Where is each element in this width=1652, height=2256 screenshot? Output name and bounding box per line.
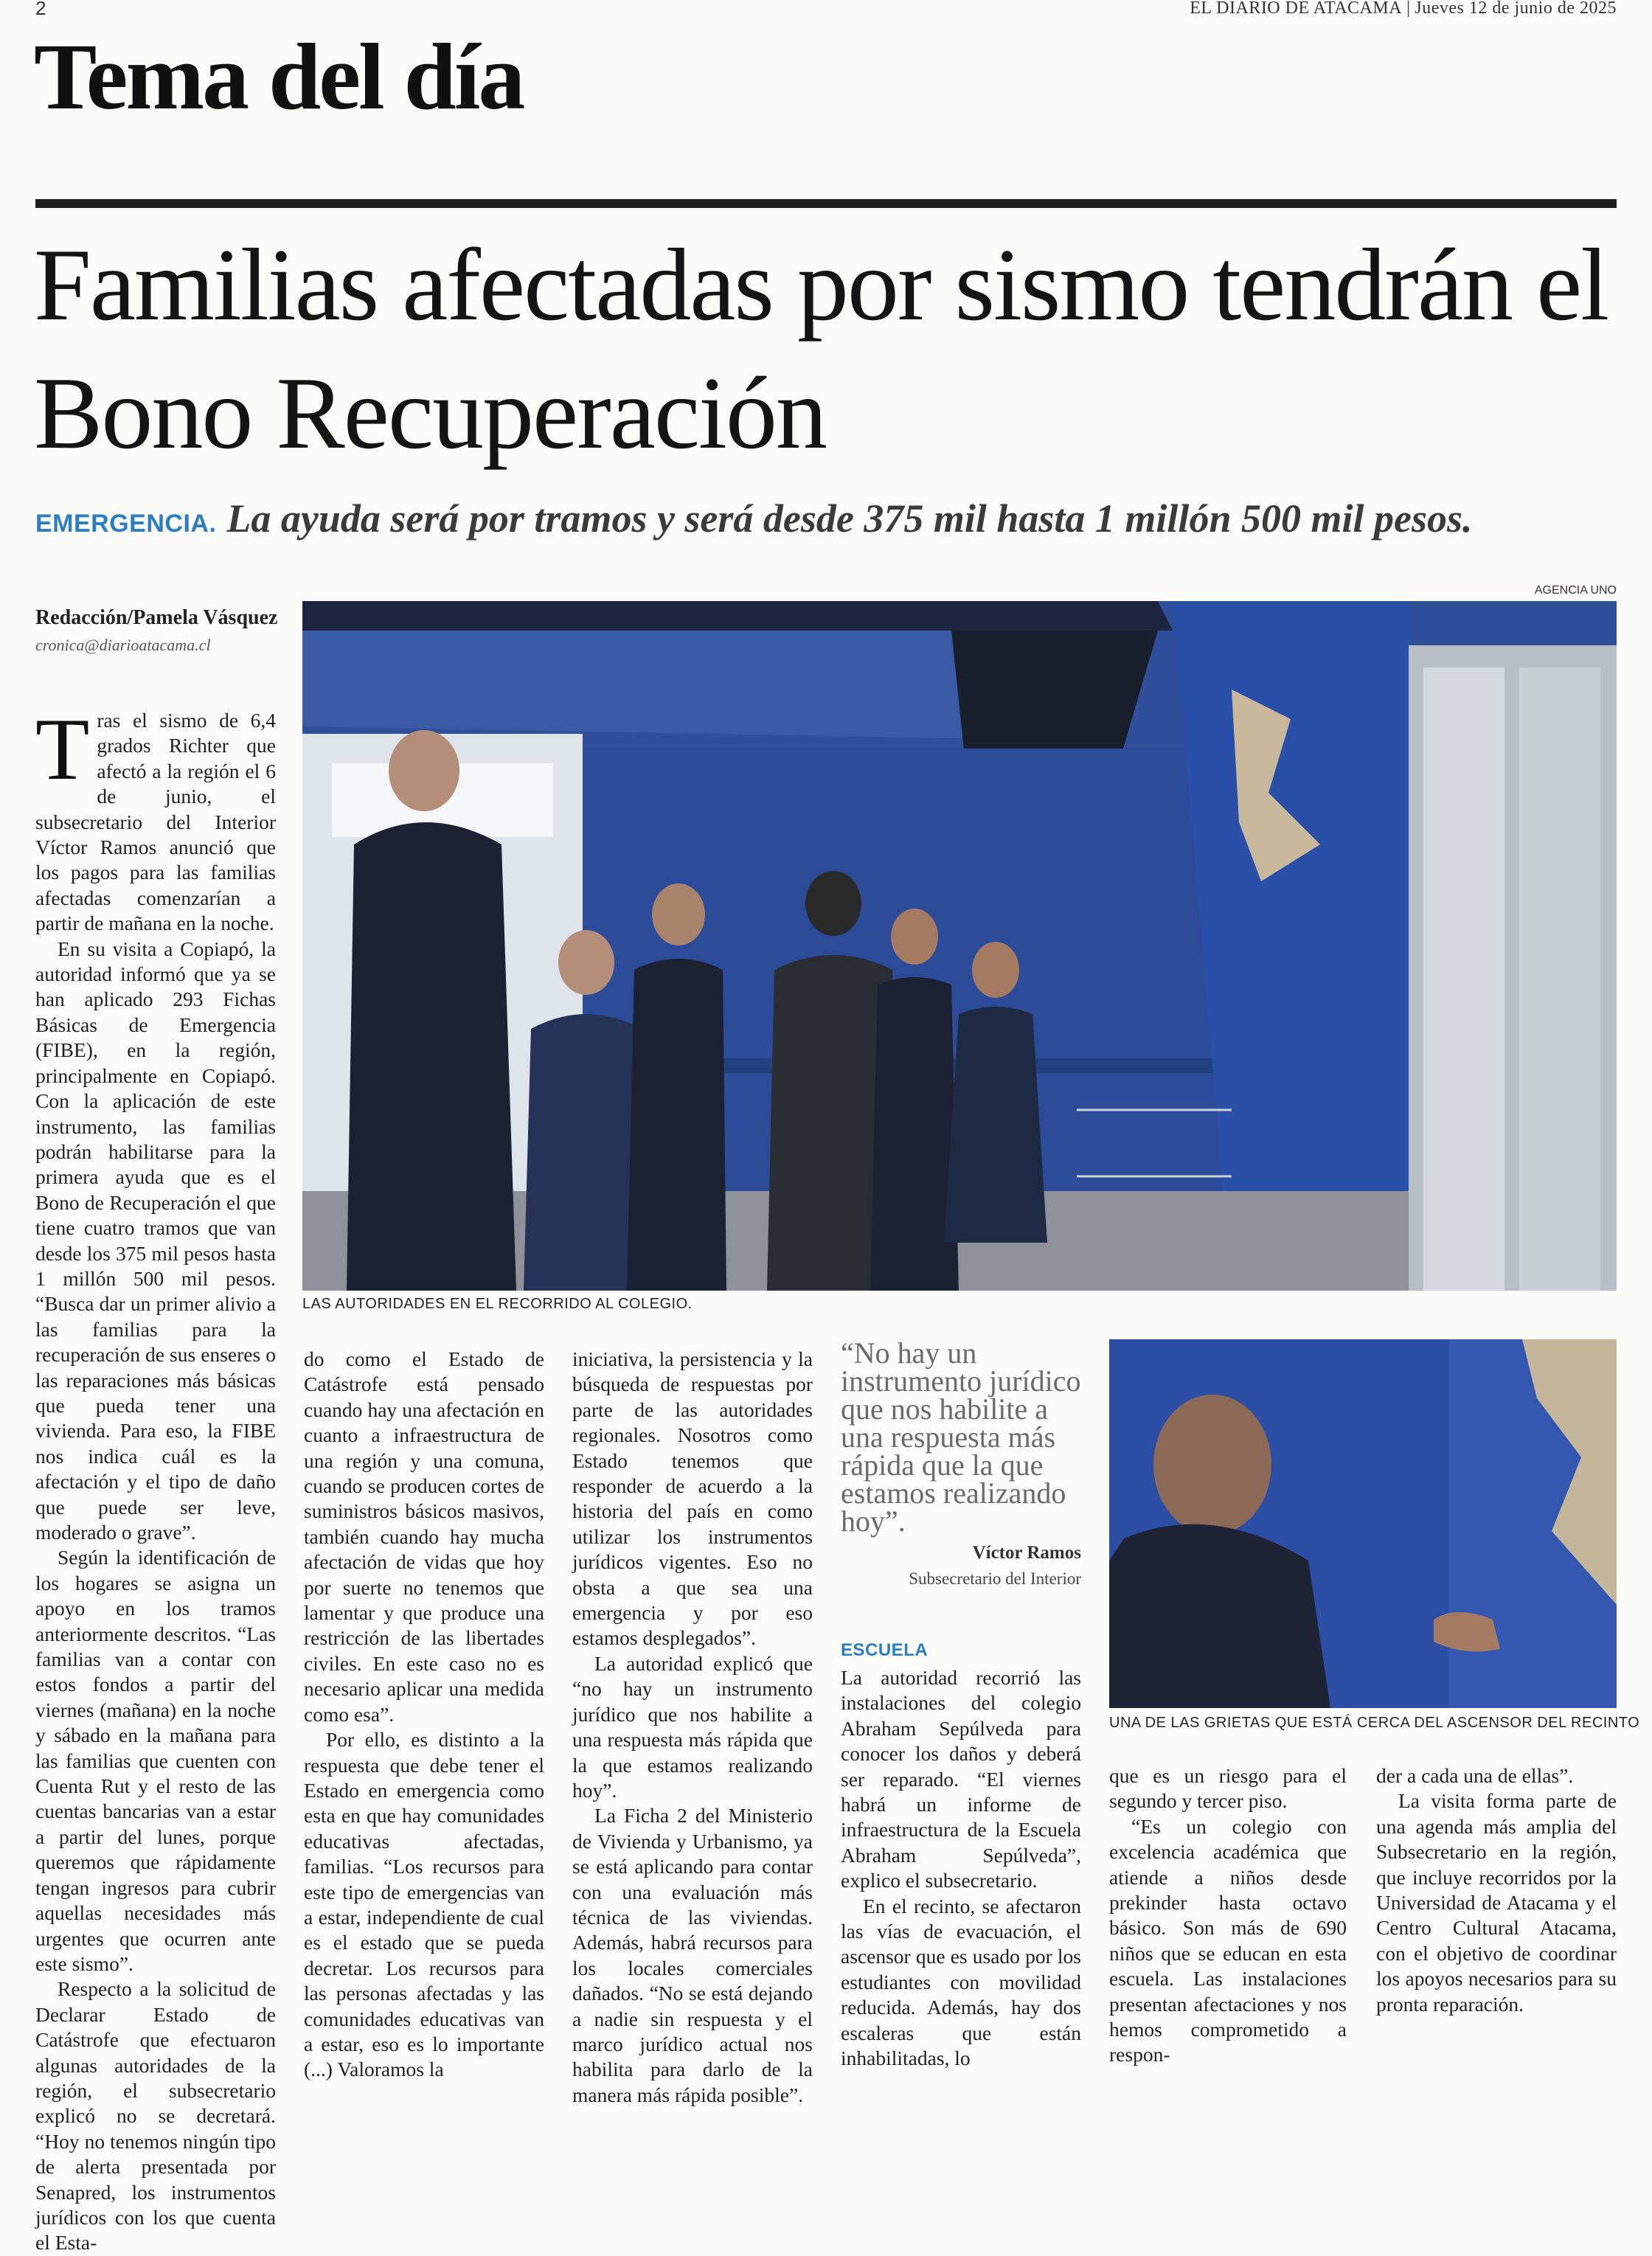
page-number: 2 (35, 0, 46, 19)
deck (35, 496, 1472, 541)
section-rule (35, 199, 1617, 208)
article-column-1 (35, 700, 276, 2256)
paragraph: La visita forma parte de una agenda más amplia del Subsecretario en la región, que incluye recorridos por la Universidad de Atacama y el Centro Cultural Atacama, con el objetivo de coordinar los apoyos necesarios para su pronta reparación. (1376, 1789, 1617, 2016)
paragraph: La autoridad recorrió las instalaciones del colegio Abraham Sepúlveda para conocer los daños y deberá ser reparado. “El viernes habrá un informe de infraestructura de la Escuela Abraham Sepúlveda”, explico el subsecretario. (841, 1666, 1081, 1892)
article-column-3 (572, 1347, 813, 2108)
pull-quote: “No hay un instrumento jurídico que nos habilite a una respuesta más rápida que la que estamos realizando hoy”. (841, 1336, 1081, 1538)
article-column-4 (841, 1665, 1081, 2072)
paragraph: Tras el sismo de 6,4 grados Richter que afectó a la región el 6 de junio, el subsecretario del Interior Víctor Ramos anunció que los pagos para las familias afectadas comenzarían a partir de mañana en la noche. (35, 700, 276, 935)
paragraph: Respecto a la solicitud de Declarar Estado de Catástrofe que efectuaron algunas autoridades de la región, el subsecretario explicó no se decretará. “Hoy no tenemos ningún tipo de alerta presentada por Senapred, los instrumentos jurídicos con los que cuenta el Esta- (35, 1977, 276, 2255)
paragraph: der a cada una de ellas”. (1376, 1764, 1574, 1787)
main-photo-illustration (302, 601, 1617, 1291)
headline: Familias afectadas por sismo tendrán el Bono Recuperación (34, 228, 1608, 471)
main-photo (302, 601, 1617, 1291)
byline-email[interactable]: cronica@diarioatacama.cl (35, 636, 211, 654)
paragraph: iniciativa, la persistencia y la búsqueda de respuestas por parte de las autoridades regionales. Nosotros como Estado tenemos que responder de acuerdo a la historia del país en como utilizar los instrumentos jurídicos vigentes. Eso no obsta a que sea una emergencia y por eso estamos desplegados”. (572, 1347, 813, 1650)
main-photo-caption: LAS AUTORIDADES EN EL RECORRIDO AL COLEGIO. (302, 1296, 693, 1312)
section-title: Tema del día (34, 24, 524, 129)
newspaper-name: EL DIARIO DE ATACAMA (1190, 0, 1403, 18)
paragraph: En su visita a Copiapó, la autoridad informó que ya se han aplicado 293 Fichas Básicas de Emergencia (FIBE), en la región, principalmente en Copiapó. Con la aplicación de este instrumento, las familias podrán habilitarse para la primera ayuda que es el Bono de Recuperación el que tiene cuatro tramos que van desde los 375 mil pesos hasta 1 millón 500 mil pesos. “Busca dar un primer alivio a las familias para la recuperación de sus enseres o las reparaciones más básicas que pueda tener una vivienda. Para eso, la FIBE nos indica cuál es la afectación y el tipo de daño que puede ser leve, moderado o grave”. (35, 937, 276, 1544)
paragraph: La autoridad explicó que “no hay un instrumento jurídico que nos habilite a una respuesta más rápida que la que estamos realizando hoy”. (572, 1651, 813, 1802)
photo-credit: AGENCIA UNO (1534, 584, 1617, 597)
secondary-photo-illustration (1109, 1339, 1617, 1708)
article-column-2 (304, 1347, 544, 2083)
secondary-photo (1109, 1339, 1617, 1708)
issue-date: Jueves 12 de junio de 2025 (1415, 0, 1617, 18)
masthead: EL DIARIO DE ATACAMA | Jueves 12 de junio de 2025 (1190, 0, 1617, 18)
paragraph: En el recinto, se afectaron las vías de evacuación, el ascensor que es usado por los estudiantes con movilidad reducida. Además, hay dos escaleras que están inhabilitadas, lo (841, 1894, 1081, 2070)
article-column-5 (1109, 1763, 1347, 2068)
deck-kicker: EMERGENCIA. (35, 510, 217, 538)
paragraph: que es un riesgo para el segundo y tercer piso. (1109, 1764, 1347, 1813)
pull-quote-role: Subsecretario del Interior (909, 1569, 1081, 1588)
paragraph: Por ello, es distinto a la respuesta que debe tener el Estado en emergencia como esta en que hay comunidades educativas afectadas, familias. “Los recursos para este tipo de emergencias van a estar, independiente de cual es el estado que se pueda decretar. Los recursos para las personas afectadas y las comunidades educativas van a estar, eso es lo importante (...) Valoramos la (304, 1728, 544, 2081)
subhead-escuela: ESCUELA (841, 1640, 929, 1660)
drop-cap: T (35, 700, 90, 798)
paragraph: “Es un colegio con excelencia académica que atiende a niños desde prekinder hasta octavo básico. Son más de 690 niños que se educan en esta escuela. Las instalaciones presentan afectaciones y nos hemos comprometido a respon- (1109, 1814, 1347, 2066)
paragraph: La Ficha 2 del Ministerio de Vivienda y Urbanismo, ya se está aplicando para contar con una evaluación más técnica de las viviendas. Además, habrá recursos para los locales comerciales dañados. “No se está dejando a nadie sin respuesta y el marco jurídico actual nos habilita para darlo de la manera más rápida posible”. (572, 1804, 813, 2106)
pull-quote-author: Víctor Ramos (972, 1543, 1081, 1563)
article-column-6 (1376, 1763, 1617, 2017)
deck-text: La ayuda será por tramos y será desde 375 mil hasta 1 millón 500 mil pesos. (226, 496, 1473, 541)
paragraph: do como el Estado de Catástrofe está pensado cuando hay una afectación en cuanto a infraestructura de una región y una comuna, cuando se producen cortes de suministros básicos masivos, también cuando hay mucha afectación de vidas que hoy por suerte no tenemos que lamentar y que produce una restricción de las libertades civiles. En este caso no es necesario aplicar una medida como esa”. (304, 1347, 544, 1726)
byline-author: Redacción/Pamela Vásquez (35, 606, 278, 629)
paragraph: Según la identificación de los hogares se asigna un apoyo en los tramos anteriormente descritos. “Las familias van a contar con estos fondos a partir del viernes (mañana) en la noche y sábado en la mañana para las familias que cuenten con Cuenta Rut y el resto de las cuentas bancarias van a estar a partir del lunes, porque queremos que rápidamente tengan ingresos para cubrir aquellas necesidades más urgentes que ocurren ante este sismo”. (35, 1546, 276, 1975)
secondary-photo-caption: UNA DE LAS GRIETAS QUE ESTÁ CERCA DEL ASCENSOR DEL RECINTO (1109, 1715, 1640, 1731)
